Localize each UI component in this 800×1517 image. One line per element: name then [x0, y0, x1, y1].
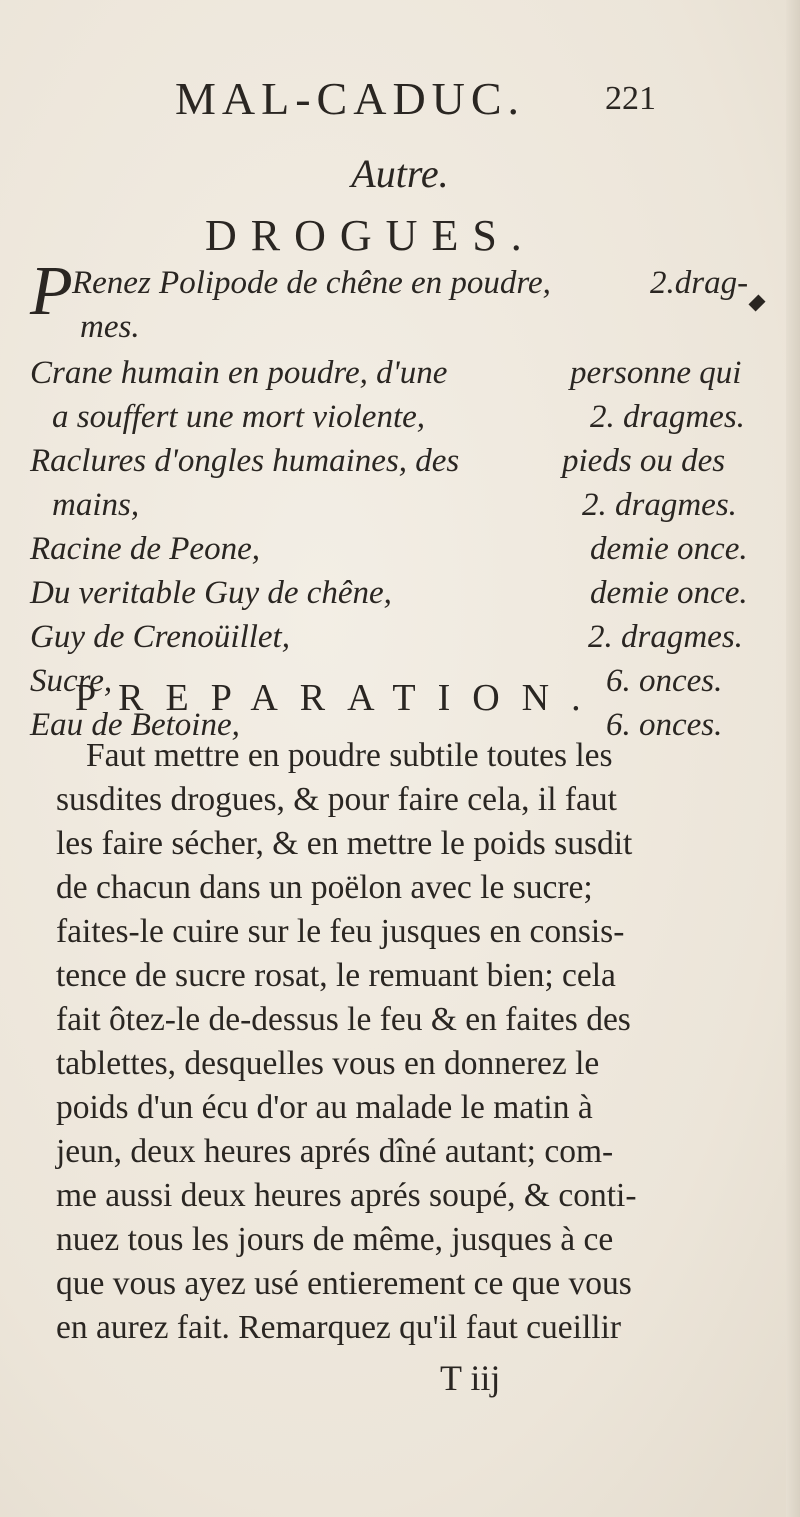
preparation-heading: PREPARATION.	[75, 677, 603, 719]
drug-item	[30, 355, 770, 399]
text-line: de chacun dans un poëlon avec le sucre;	[56, 869, 593, 906]
text-line: faites-le cuire sur le feu jusques en consis-	[56, 913, 625, 950]
text-line: tence de sucre rosat, le remuant bien; cela	[56, 957, 616, 994]
signature-mark: T iij	[440, 1358, 501, 1398]
text-line: nuez tous les jours de même, jusques à ce	[56, 1221, 614, 1258]
drug-item	[30, 399, 770, 443]
text-line: me aussi deux heures aprés soupé, & conti-	[56, 1177, 637, 1214]
drug-name: Crane humain en poudre, d'une	[30, 355, 448, 391]
drug-name: Eau de Betoine,	[30, 707, 240, 743]
drug-item	[30, 531, 770, 575]
text-line: jeun, deux heures aprés dîné autant; com-	[56, 1133, 614, 1170]
drug-item	[30, 575, 770, 619]
page-number: 221	[605, 80, 656, 117]
drug-quantity: 2. dragmes.	[582, 487, 737, 523]
drug-item	[30, 619, 770, 663]
drug-quantity: 6. onces.	[606, 663, 723, 699]
text-line: en aurez fait. Remarquez qu'il faut cueillir	[56, 1309, 622, 1346]
section-subtitle: Autre.	[351, 151, 449, 196]
drogues-heading: DROGUES.	[205, 211, 536, 260]
drug-quantity: 6. onces.	[606, 707, 723, 743]
drug-name: Racine de Peone,	[30, 531, 260, 567]
text-line: tablettes, desquelles vous en donnerez le	[56, 1045, 600, 1082]
drug-quantity: demie once.	[590, 575, 748, 611]
drug-item	[30, 309, 770, 353]
drug-name: a souffert une mort violente,	[52, 399, 426, 435]
drug-name: Guy de Crenoüillet,	[30, 619, 290, 655]
drug-item	[30, 443, 770, 487]
drug-name: mains,	[52, 487, 140, 523]
drug-quantity: 2. dragmes.	[588, 619, 743, 655]
drug-name: Du veritable Guy de chêne,	[30, 575, 392, 611]
drug-name: Sucre,	[30, 663, 113, 699]
drug-quantity: 2.drag-	[650, 265, 749, 301]
text-line: que vous ayez usé entierement ce que vous	[56, 1265, 632, 1302]
page-edge	[786, 0, 800, 1517]
text-line: fait ôtez-le de-dessus le feu & en faites des	[56, 1001, 631, 1038]
text-line: susdites drogues, & pour faire cela, il faut	[56, 781, 617, 818]
drug-quantity: 2. dragmes.	[590, 399, 745, 435]
text-line: poids d'un écu d'or au malade le matin à	[56, 1089, 593, 1126]
drug-name: Raclures d'ongles humaines, des	[30, 443, 460, 479]
page-header	[175, 72, 695, 132]
drug-name: mes.	[80, 309, 140, 345]
drug-quantity: demie once.	[590, 531, 748, 567]
drug-name: Renez Polipode de chêne en poudre,	[72, 265, 551, 301]
text-line: Faut mettre en poudre subtile toutes les	[86, 737, 613, 774]
drop-cap: P	[30, 253, 73, 330]
running-title: MAL-CADUC.	[175, 73, 526, 124]
text-line: les faire sécher, & en mettre le poids susdit	[56, 825, 633, 862]
drug-item	[30, 487, 770, 531]
drug-quantity: pieds ou des	[562, 443, 726, 479]
drug-quantity: personne qui	[570, 355, 742, 391]
